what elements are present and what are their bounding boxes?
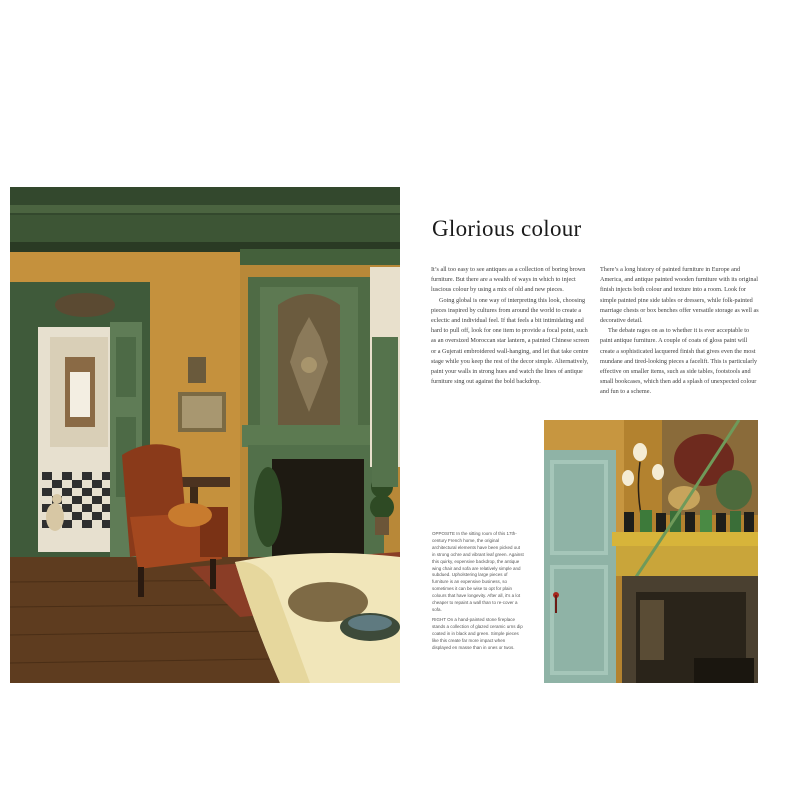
photo-caption bbox=[432, 531, 524, 654]
caption-opposite: OPPOSITE In the sitting room of this 17th-century French home, the original architectural elements have been picked out in strong ochre and vibrant leaf green. Against this quirky, expensive backdrop, the antique wing chair and sofa are relatively simple and subdued. Upholstering large pieces of furniture is an expensive business, so sometimes it can be wise to opt for plain colours that have longevity. After all, it’s a lot cheaper to repaint a wall than to re-cover a sofa. bbox=[432, 531, 524, 612]
body-column-right bbox=[600, 265, 760, 398]
paragraph: There’s a long history of painted furniture in Europe and America, and antique painted wooden furniture with its original finish injects both colour and texture into a room. Look for simple painted pine side tables or dressers, while folk-painted marriage chests or box benches offer versatile storage as well as decorative detail. bbox=[600, 266, 759, 325]
caption-right: RIGHT On a hand-painted stone fireplace stands a collection of glazed ceramic urns dip coated in in black and green. Simple pieces like this create far more impact when displayed en masse than in ones or twos. bbox=[432, 616, 523, 650]
paragraph: The debate rages on as to whether it is ever acceptable to paint antique furniture. A couple of coats of gloss paint will create a sophisticated lacquered finish that gives even the most mundane and tired-looking pieces a facelift. This is particularly effective on smaller items, such as side tables, footstools and small bookcases, which then add a splash of unexpected colour and fun to a scheme. bbox=[600, 327, 758, 396]
page-title: Glorious colour bbox=[432, 216, 582, 241]
body-column-left bbox=[431, 265, 591, 387]
paragraph: It’s all too easy to see antiques as a collection of boring brown furniture. But there are a wealth of ways in which to inject luscious colour by using a mix of old and new pieces. bbox=[431, 266, 586, 294]
paragraph: Going global is one way of interpreting this look, choosing pieces inspired by cultures from around the world to create a eclectic and individual feel. If that feels a bit intimidating and hard to pull off, look for one item to provide a focal point, such as an oversized Moroccan star lantern, a painted Chinese screen or a Gujerati embroidered wall-hanging, and let that take centre stage while you keep the rest of the decor simple. Alternatively, paint your walls in strong hues and watch the lines of antique furniture sing out against the bold backdrop. bbox=[431, 296, 590, 386]
fireplace-photo bbox=[544, 420, 758, 683]
sitting-room-photo bbox=[10, 187, 400, 683]
